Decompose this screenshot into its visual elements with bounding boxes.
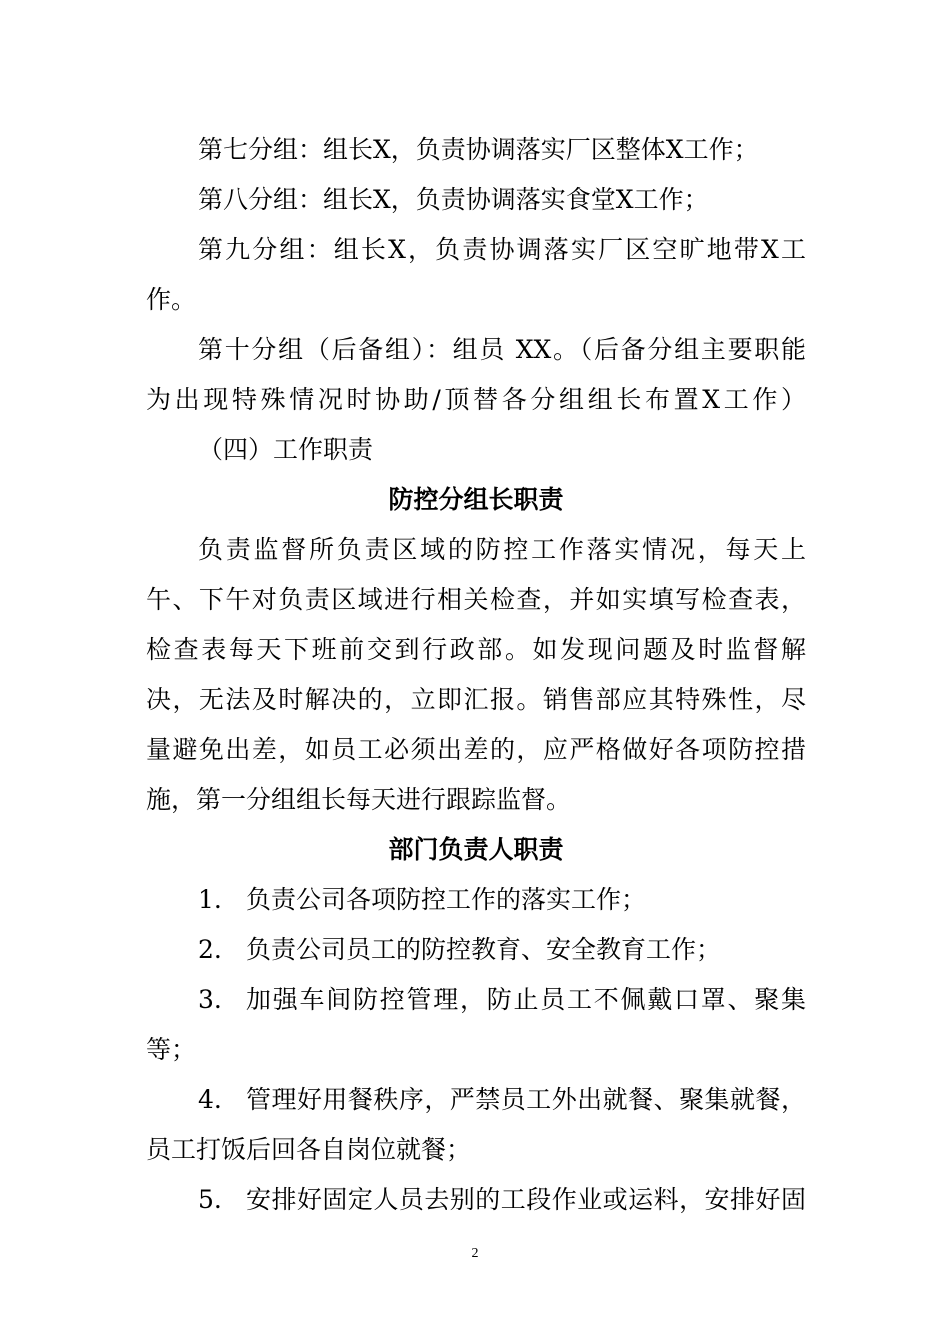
section-label: （四）工作职责 [198, 435, 374, 464]
paragraph-line: 作。 [146, 285, 197, 314]
paragraph-line: 施，第一分组组长每天进行跟踪监督。 [146, 785, 572, 814]
list-item-number: 4. [198, 1085, 222, 1114]
section-heading: 防控分组长职责 [388, 485, 564, 514]
list-item-text: 管理好用餐秩序，严禁员工外出就餐、聚集就餐， [246, 1085, 806, 1114]
list-item-number: 5. [198, 1185, 222, 1214]
list-item [198, 885, 806, 915]
list-item [198, 1085, 806, 1115]
list-item-number: 3. [198, 985, 222, 1014]
list-item [198, 1185, 806, 1215]
paragraph-line: 第八分组：组长X，负责协调落实食堂X工作； [198, 185, 709, 214]
list-item-text: 负责公司员工的防控教育、安全教育工作； [246, 935, 722, 964]
paragraph-line: 第七分组：组长X，负责协调落实厂区整体X工作； [198, 135, 759, 164]
paragraph-line: 量避免出差，如员工必须出差的，应严格做好各项防控措 [146, 735, 806, 764]
list-item [198, 935, 806, 965]
list-item-number: 2. [198, 935, 222, 964]
paragraph-line: 检查表每天下班前交到行政部。如发现问题及时监督解 [146, 635, 806, 664]
paragraph-line: 午、下午对负责区域进行相关检查，并如实填写检查表， [146, 585, 806, 614]
paragraph-line: 第十分组（后备组）：组员 XX。（后备分组主要职能 [198, 335, 806, 364]
list-item [198, 985, 806, 1015]
paragraph-line: 第九分组：组长X，负责协调落实厂区空旷地带X工 [198, 235, 806, 264]
page-number: 2 [471, 1246, 479, 1261]
section-heading: 部门负责人职责 [388, 835, 564, 864]
list-item-text: 等； [146, 1035, 197, 1064]
paragraph-line: 决，无法及时解决的，立即汇报。销售部应其特殊性，尽 [146, 685, 806, 714]
list-item-text: 加强车间防控管理，防止员工不佩戴口罩、聚集 [246, 985, 806, 1014]
list-item-number: 1. [198, 885, 222, 914]
list-item-continuation [146, 1135, 806, 1165]
list-item-text: 负责公司各项防控工作的落实工作； [246, 885, 647, 914]
paragraph-line: 为出现特殊情况时协助/顶替各分组组长布置X工作） [146, 385, 806, 414]
list-item-text: 安排好固定人员去别的工段作业或运料，安排好固 [246, 1185, 806, 1214]
list-item-text: 员工打饭后回各自岗位就餐； [146, 1135, 472, 1164]
paragraph-line: 负责监督所负责区域的防控工作落实情况，每天上 [198, 535, 806, 564]
list-item-continuation [146, 1035, 806, 1065]
